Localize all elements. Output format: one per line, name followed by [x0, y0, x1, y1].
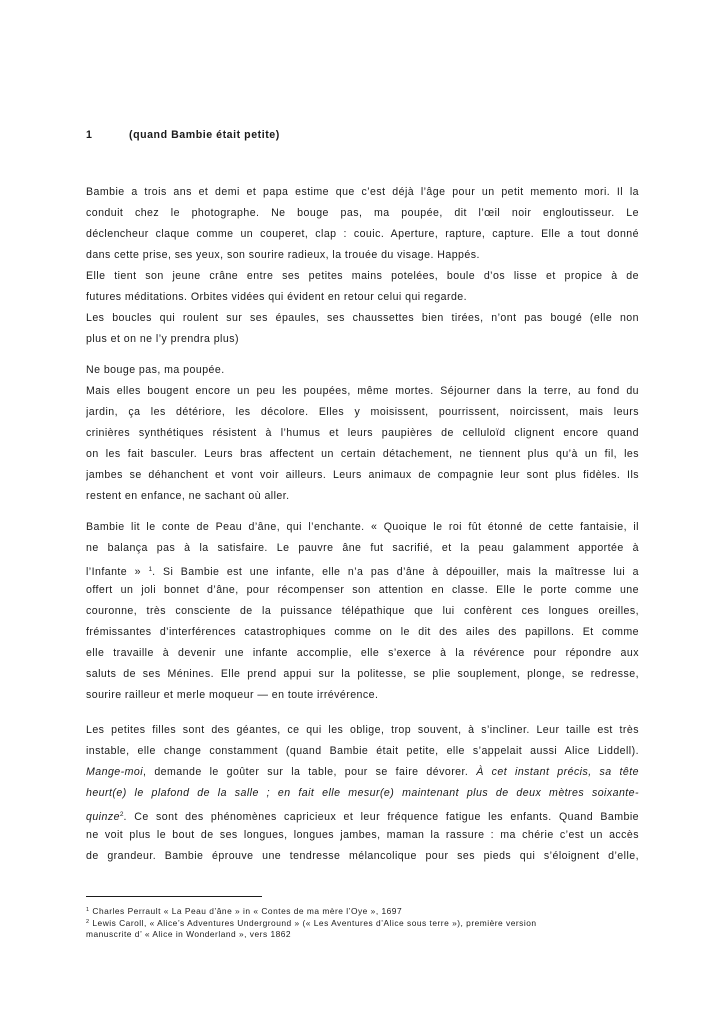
chapter-number: 1: [86, 129, 93, 141]
text-line: Les boucles qui roulent sur ses épaules, ses chaussettes bien tirées, n’ont pas bougé (elle non: [86, 312, 639, 324]
text-line: Les petites filles sont des géantes, ce qui les oblige, trop souvent, à s’incliner. Leur taille est très: [86, 724, 639, 736]
text-line: Elle tient son jeune crâne entre ses petites mains potelées, boule d’os lisse et propice à de: [86, 270, 639, 282]
text-line: couronne, très consciente de la puissance télépathique que lui confèrent ces longues oreilles,: [86, 605, 639, 617]
text-segment: . Ce sont des phénomènes capricieux et leur fréquence fatigue les enfants. Quand Bambie: [123, 811, 639, 823]
text-line: crinières synthétiques résistent à l’humus et leurs paupières de celluloïd clignent encore quand: [86, 427, 639, 439]
text-line: conduit chez le photographe. Ne bouge pas, ma poupée, dit l’œil noir engloutisseur. Le: [86, 207, 639, 219]
text-line: Ne bouge pas, ma poupée.: [86, 364, 225, 376]
text-segment: , demande le goûter sur la table, pour se faire dévorer.: [143, 766, 477, 778]
footnote-continuation: [86, 929, 639, 940]
italic-segment: Mange-moi: [86, 766, 144, 778]
text-line: frémissantes d’interférences catastrophiques comme on le dit des ailes des papillons. Et comme: [86, 626, 639, 638]
text-line: déclencheur claque comme un couperet, clap : couic. Aperture, rapture, capture. Elle a tout donné: [86, 228, 639, 240]
text-line: [86, 804, 639, 825]
footnotes: [86, 905, 639, 940]
footnote-number: 2: [86, 919, 90, 925]
text-line: ne voit plus le bout de ses longues, longues jambes, maman la rassure : ma chérie c’est un accès: [86, 829, 639, 841]
text-line: dans cette prise, ses yeux, son sourire radieux, la trouée du visage. Happés.: [86, 249, 480, 261]
italic-segment: À cet instant précis, sa tête: [476, 766, 639, 778]
text-line: de grandeur. Bambie éprouve une tendresse mélancolique pour ses pieds qui s’éloignent d’elle,: [86, 850, 639, 862]
paragraph: [86, 182, 639, 266]
text-line: ne balança pas à la satisfaire. Le pauvre âne fut sacrifié, et la peau galamment apportée à: [86, 542, 639, 554]
footnote-text: manuscrite d’ « Alice in Wonderland », vers 1862: [86, 929, 292, 939]
text-line: Bambie lit le conte de Peau d’âne, qui l’enchante. « Quoique le roi fût étonné de cette fantaisie, il: [86, 521, 639, 533]
text-line: jambes se déhanchent et vont voir ailleurs. Leurs animaux de compagnie leur sont plus fidèles. Ils: [86, 469, 639, 481]
text-line: sourire railleur et merle moqueur — en toute irrévérence.: [86, 689, 379, 701]
text-line: [86, 783, 639, 804]
paragraph: [86, 266, 639, 308]
paragraph: [86, 381, 639, 507]
chapter-title: (quand Bambie était petite): [129, 129, 280, 141]
text-line: instable, elle change constamment (quand Bambie était petite, elle s’appelait aussi Alice Liddell).: [86, 745, 639, 757]
text-line: [86, 762, 639, 783]
paragraph: [86, 517, 639, 706]
text-line: [86, 559, 639, 580]
text-line: elle travaille à devenir une infante accomplie, elle s’exerce à la révérence pour répondre aux: [86, 647, 639, 659]
text-line: on les fait basculer. Leurs bras affectent un certain détachement, ne tiennent plus qu’à un fil, les: [86, 448, 639, 460]
footnote: [86, 917, 639, 929]
footnote-text: Lewis Caroll, « Alice’s Adventures Underground » (« Les Aventures d’Alice sous terre »), première version: [92, 918, 537, 928]
italic-segment: quinze: [86, 811, 120, 823]
text-line: Mais elles bougent encore un peu les poupées, même mortes. Séjourner dans la terre, au fond du: [86, 385, 639, 397]
italic-segment: heurt(e) le plafond de la salle ; en fait elle mesur(e) maintenant plus de deux mètres soixante-: [86, 787, 639, 799]
text-line: jardin, ça les détériore, les décolore. Elles y moisissent, pourrissent, noircissent, mais leurs: [86, 406, 639, 418]
text-line: plus et on ne l’y prendra plus): [86, 333, 239, 345]
text-line: futures méditations. Orbites vidées qui évident en retour celui qui regarde.: [86, 291, 468, 303]
footnote: [86, 905, 639, 917]
chapter-heading: [86, 129, 280, 141]
footnote-text: Charles Perrault « La Peau d’âne » in « Contes de ma mère l’Oye », 1697: [92, 906, 403, 916]
paragraph: [86, 360, 639, 381]
paragraph: [86, 308, 639, 350]
text-line: offert un joli bonnet d’âne, pour récompenser son attention en classe. Elle le porte comme une: [86, 584, 639, 596]
paragraph: [86, 720, 639, 867]
footnote-number: 1: [86, 907, 90, 913]
text-segment: l’Infante »: [86, 566, 149, 578]
body-text: [86, 182, 639, 867]
text-segment: . Si Bambie est une infante, elle n’a pas d’âne à dépouiller, mais la maîtresse lui a: [152, 566, 639, 578]
text-line: saluts de ses Ménines. Elle prend appui sur la politesse, se plie souplement, plonge, se redresse,: [86, 668, 639, 680]
text-line: restent en enfance, ne sachant où aller.: [86, 490, 290, 502]
footnote-divider: [86, 896, 262, 897]
footnote-reference: 2: [119, 811, 124, 818]
footnote-reference: 1: [148, 566, 153, 573]
text-line: Bambie a trois ans et demi et papa estime que c’est déjà l’âge pour un petit memento mori. Il la: [86, 186, 639, 198]
